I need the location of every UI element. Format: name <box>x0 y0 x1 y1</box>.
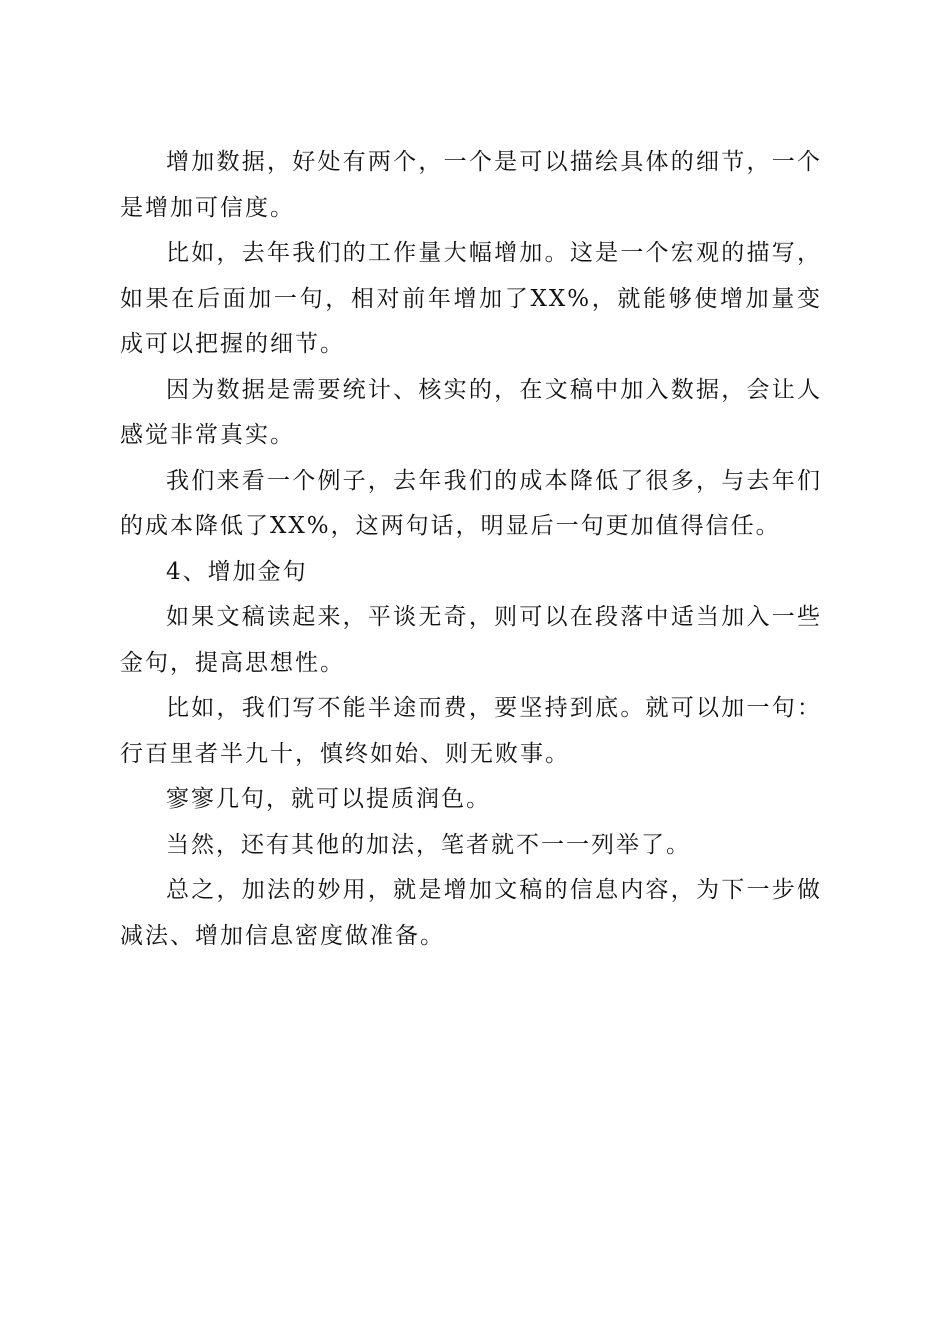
paragraph: 我们来看一个例子，去年我们的成本降低了很多，与去年们的成本降低了XX%，这两句话，明显后一句更加值得信任。 <box>120 467 822 539</box>
paragraph: 比如，去年我们的工作量大幅增加。这是一个宏观的描写，如果在后面加一句，相对前年增加了XX%，就能够使增加量变成可以把握的细节。 <box>120 240 822 357</box>
section-heading: 4、增加金句 <box>166 558 308 585</box>
paragraph: 如果文稿读起来，平谈无奇，则可以在段落中适当加入一些金句，提高思想性。 <box>120 604 822 676</box>
paragraph: 寥寥几句，就可以提质润色。 <box>166 786 491 812</box>
paragraph: 增加数据，好处有两个，一个是可以描绘具体的细节，一个是增加可信度。 <box>120 149 822 221</box>
document-body <box>120 140 822 959</box>
paragraph: 总之，加法的妙用，就是增加文稿的信息内容，为下一步做减法、增加信息密度做准备。 <box>120 877 822 949</box>
paragraph: 因为数据是需要统计、核实的，在文稿中加入数据，会让人感觉非常真实。 <box>120 376 822 448</box>
paragraph: 比如，我们写不能半途而费，要坚持到底。就可以加一句：行百里者半九十，慎终如始、则无败事。 <box>120 695 822 767</box>
paragraph: 当然，还有其他的加法，笔者就不一一列举了。 <box>166 831 691 858</box>
